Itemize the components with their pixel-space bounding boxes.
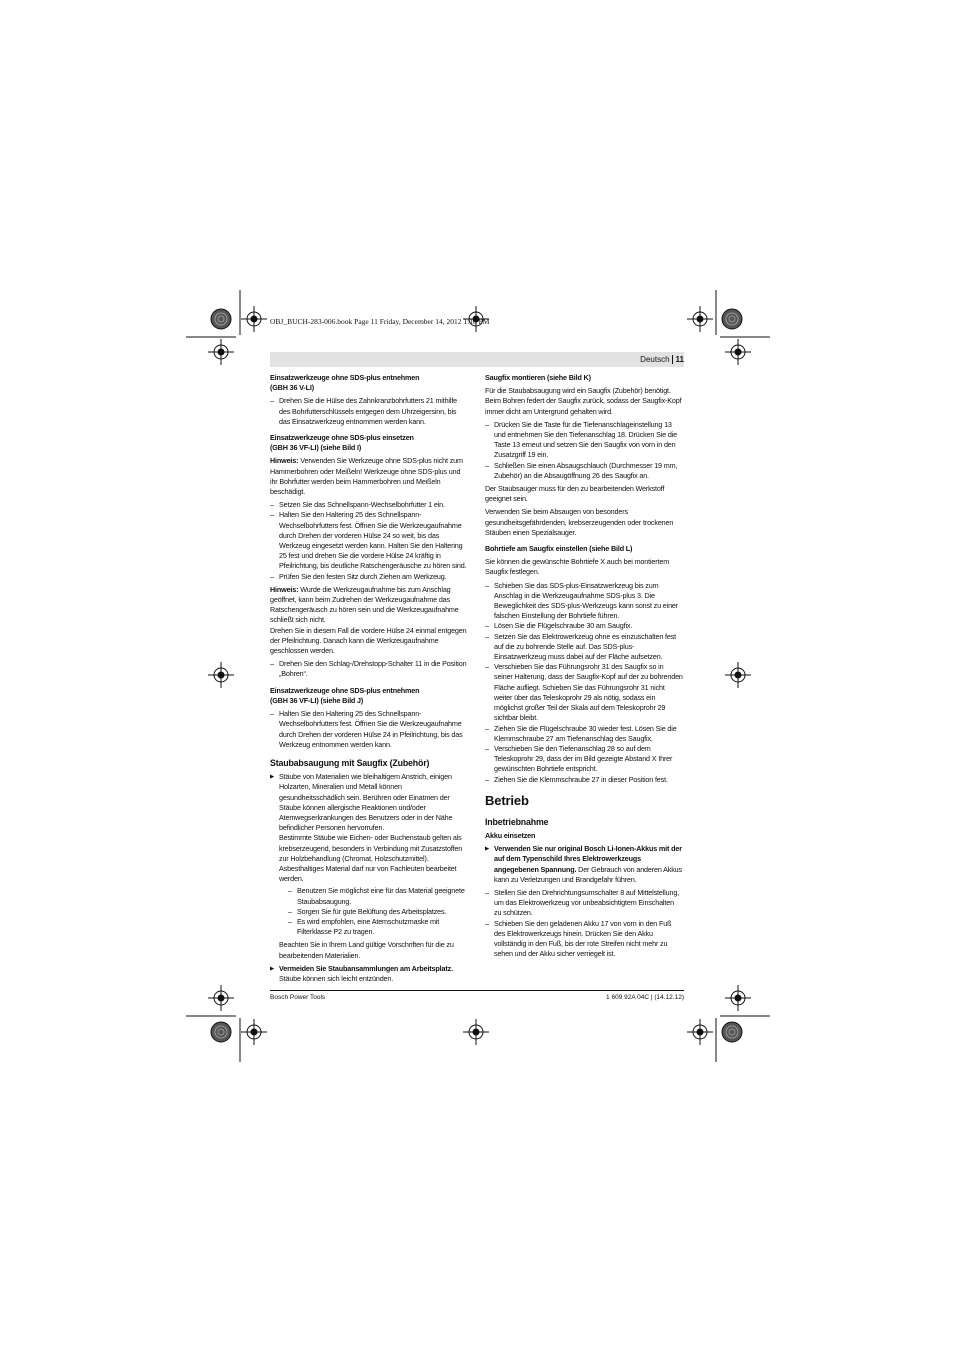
- hint-paragraph: Hinweis: Verwenden Sie Werkzeuge ohne SDS-plus nicht zum Hammerbohren oder Meißeln! Werkzeuge ohne SDS-plus und ihr Bohrfutter werden beim Hammerbohren und Meißeln beschädigt.: [270, 456, 463, 497]
- list-item: – Setzen Sie das Elektrowerkzeug ohne es einzuschalten fest auf die zu bohrende Stelle auf. Das SDS-plus-Einsatzwerkzeug muss dabei auf der Fläche aufsetzen.: [485, 632, 683, 663]
- list-item: – Verschieben Sie den Tiefenanschlag 28 so auf dem Teleskoprohr 29, dass der im Bild gezeigte Abstand X Ihrer gewünschten Bohrtiefe entspricht.: [485, 744, 683, 775]
- heading-saugfix-mount: Saugfix montieren (siehe Bild K): [485, 373, 591, 382]
- list-item: – Lösen Sie die Flügelschraube 30 am Saugfix.: [485, 621, 683, 631]
- header-language: Deutsch: [640, 355, 670, 364]
- list-item: – Sorgen Sie für gute Belüftung des Arbeitsplatzes.: [288, 907, 468, 917]
- section-heading-inbetriebnahme: Inbetriebnahme: [485, 816, 549, 827]
- running-header: [640, 355, 684, 364]
- warning-item: ▶ Verwenden Sie nur original Bosch Li-Ionen-Akkus mit der auf dem Typenschild Ihres Elektrowerkzeugs angegebenen Spannung. Der Gebrauch von anderen Akkus kann zu Verletzungen und Brandgefahr führen.: [485, 844, 683, 885]
- list-item: – Es wird empfohlen, eine Atemschutzmaske mit Filterklasse P2 zu tragen.: [288, 917, 468, 937]
- paragraph: Verwenden Sie beim Absaugen von besonders gesundheitsgefährdenden, krebserzeugenden oder trockenen Stäuben einen Spezialsauger.: [485, 507, 674, 537]
- list: [485, 581, 683, 785]
- paragraph: Für die Staubabsaugung wird ein Saugfix (Zubehör) benötigt. Beim Bohren federt der Saugfix zurück, sodass der Saugfix-Kopf immer dicht am Untergrund gehalten wird.: [485, 386, 682, 416]
- warning-item: ▶ Vermeiden Sie Staubansammlungen am Arbeitsplatz. Stäube können sich leicht entzünden.: [270, 964, 468, 984]
- list-item: – Ziehen Sie die Klemmschraube 27 in dieser Position fest.: [485, 775, 683, 785]
- hint-paragraph: Hinweis: Wurde die Werkzeugaufnahme bis zum Anschlag geöffnet, kann beim Zudrehen der Werkzeugaufnahme das Ratschengeräusch zu hören sein und die Werkzeugaufnahme schließt sich nicht. Drehen Sie in diesem Fall die vordere Hülse 24 einmal entgegen der Pfeilrichtung. Danach kann die Werkzeugaufnahme geschlossen werden.: [270, 584, 467, 656]
- list: [270, 659, 468, 679]
- left-column: [270, 373, 468, 987]
- list-item: – Halten Sie den Haltering 25 des Schnellspann-Wechselbohrfutters fest. Öffnen Sie die Werkzeugaufnahme durch Drehen der vorderen Hülse 24 in Pfeilrichtung, bis das Werkzeug entnommen werden kann.: [270, 709, 468, 750]
- list: [270, 396, 468, 427]
- list: [485, 420, 683, 481]
- warning-item: ▶ Stäube von Materialien wie bleihaltigem Anstrich, einigen Holzarten, Mineralien und Metall können gesundheitsschädlich sein. Berühren oder Einatmen der Stäube können allergische Reaktionen und/oder Atemwegserkrankungen des Benutzers oder in der Nähe befindlicher Personen hervorrufen. Bestimmte Stäube wie Eichen- oder Buchenstaub gelten als krebserzeugend, besonders in Verbindung mit Zusatzstoffen zur Holzbehandlung (Chromat, Holzschutzmittel). Asbesthaltiges Material darf nur von Fachleuten bearbeitet werden. – Benutzen Sie möglichst eine für das Material geeignete Staubabsaugung. – Sorgen Sie für gute Belüftung des Arbeitsplatzes. – Es wird empfohlen, eine Atemschutzmaske mit Filterklasse P2 zu tragen. Beachten Sie in Ihrem Land gültige Vorschriften für die zu bearbeitenden Materialien.: [270, 772, 468, 961]
- list-item: – Setzen Sie das Schnellspann-Wechselbohrfutter 1 ein.: [270, 500, 468, 510]
- list-item: – Ziehen Sie die Flügelschraube 30 wieder fest. Lösen Sie die Klemmschraube 27 am Tiefenanschlag des Saugfix.: [485, 724, 683, 744]
- footer-docnumber: 1 609 92A 04C | (14.12.12): [606, 994, 684, 1001]
- paragraph: Der Staubsauger muss für den zu bearbeitenden Werkstoff geeignet sein.: [485, 484, 665, 504]
- list-item: – Benutzen Sie möglichst eine für das Material geeignete Staubabsaugung.: [288, 886, 468, 906]
- right-column: [485, 373, 683, 962]
- header-bar: [270, 352, 684, 367]
- list-item: – Drehen Sie die Hülse des Zahnkranzbohrfutters 21 mithilfe des Bohrfutterschlüssels entgegen dem Uhrzeigersinn, bis das Einsatzwerkzeug entnommen werden kann.: [270, 396, 468, 427]
- list-item: – Schieben Sie den geladenen Akku 17 von vorn in den Fuß des Elektrowerkzeugs hinein. Drücken Sie den Akku vollständig in den Fuß, bis der rote Streifen nicht mehr zu sehen und der Akku sicher verriegelt ist.: [485, 919, 683, 960]
- heading-remove-vfli: Einsatzwerkzeuge ohne SDS-plus entnehmen (GBH 36 VF-LI) (siehe Bild J): [270, 685, 420, 705]
- heading-remove-vli: Einsatzwerkzeuge ohne SDS-plus entnehmen (GBH 36 V-LI): [270, 373, 420, 393]
- page-number: 11: [672, 355, 684, 364]
- list-item: – Halten Sie den Haltering 25 des Schnellspann-Wechselbohrfutters fest. Öffnen Sie die Werkzeugaufnahme durch Drehen der vorderen Hülse 24 so weit, bis das Werkzeug eingesetzt werden kann. Halten Sie den Haltering 25 fest und drehen Sie die vordere Hülse 24 kräftig in Pfeilrichtung, bis deutliche Ratschengeräusche zu hören sind.: [270, 510, 468, 571]
- paragraph: Sie können die gewünschte Bohrtiefe X auch bei montiertem Saugfix festlegen.: [485, 557, 670, 577]
- footer-brand: Bosch Power Tools: [270, 994, 326, 1001]
- list: [270, 709, 468, 750]
- footer-rule: [270, 990, 684, 991]
- section-heading-dust: Staubabsaugung mit Saugfix (Zubehör): [270, 757, 430, 768]
- print-slug: OBJ_BUCH-283-006.book Page 11 Friday, December 14, 2012 1:10 PM: [270, 317, 490, 326]
- list-item: – Schließen Sie einen Absaugschlauch (Durchmesser 19 mm, Zubehör) an die Absaugöffnung 26 des Saugfix an.: [485, 461, 683, 481]
- list-item: – Verschieben Sie das Führungsrohr 31 des Saugfix so in seiner Halterung, dass der Saugfix-Kopf auf der zu bohrenden Fläche aufliegt. Schieben Sie das Führungsrohr 31 nicht weiter über das Teleskoprohr 29 als nötig, sodass ein möglichst großer Teil der Skala auf dem Teleskoprohr 29 sichtbar bleibt.: [485, 662, 683, 723]
- chapter-heading-betrieb: Betrieb: [485, 792, 529, 808]
- warning-list: [485, 844, 683, 885]
- list: [485, 888, 683, 959]
- warning-list: [270, 772, 468, 984]
- sub-list: [288, 886, 468, 937]
- heading-insert-battery: Akku einsetzen: [485, 830, 536, 840]
- list-item: – Drücken Sie die Taste für die Tiefenanschlageinstellung 13 und entnehmen Sie den Tiefenanschlag 18. Drücken Sie die Taste 13 erneut und setzen Sie den Saugfix von vorn in den Zusatzgriff 19 ein.: [485, 420, 683, 461]
- heading-drill-depth: Bohrtiefe am Saugfix einstellen (siehe Bild L): [485, 544, 633, 554]
- list-item: – Prüfen Sie den festen Sitz durch Ziehen am Werkzeug.: [270, 572, 468, 582]
- heading-insert-vfli: Einsatzwerkzeuge ohne SDS-plus einsetzen (GBH 36 VF-LI) (siehe Bild I): [270, 433, 414, 453]
- list-item: – Schieben Sie das SDS-plus-Einsatzwerkzeug bis zum Anschlag in die Werkzeugaufnahme SDS-plus 3. Die Beweglichkeit des SDS-plus-Werkzeugs kann sonst zu einer falschen Einstellung der Bohrtiefe führen.: [485, 581, 683, 622]
- list-item: – Stellen Sie den Drehrichtungsumschalter 8 auf Mittelstellung, um das Elektrowerkzeug vor unbeabsichtigtem Einschalten zu schützen.: [485, 888, 683, 919]
- list-item: – Drehen Sie den Schlag-/Drehstopp-Schalter 11 in die Position „Bohren“.: [270, 659, 468, 679]
- list: [270, 500, 468, 582]
